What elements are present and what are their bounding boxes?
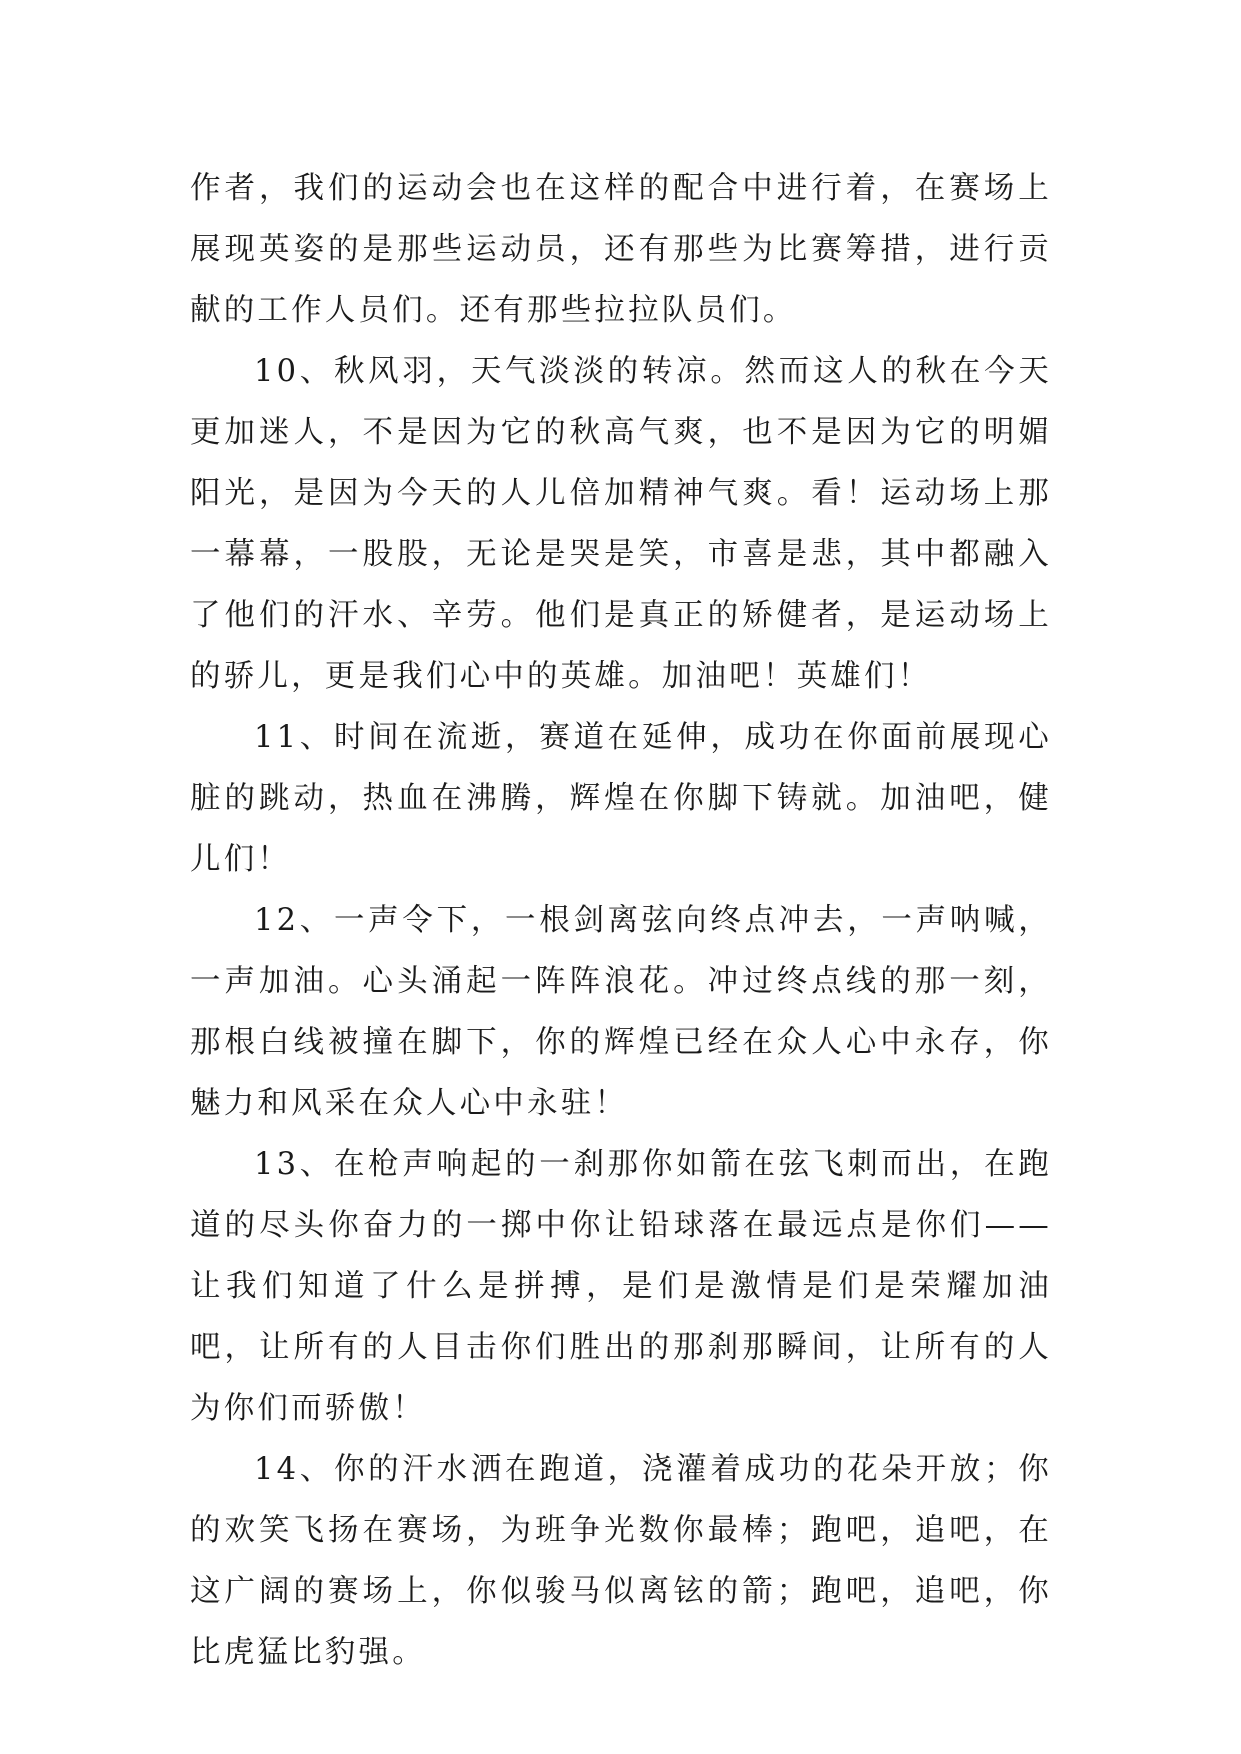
paragraph-12: 12、一声令下，一根剑离弦向终点冲去，一声呐喊，一声加油。心头涌起一阵阵浪花。冲过终点线的那一刻，那根白线被撞在脚下，你的辉煌已经在众人心中永存，你魅力和风采在众人心中永驻！ — [190, 903, 1052, 1121]
paragraph-11: 11、时间在流逝，赛道在延伸，成功在你面前展现心脏的跳动，热血在沸腾，辉煌在你脚下铸就。加油吧，健儿们！ — [190, 720, 1052, 877]
paragraph-14: 14、你的汗水洒在跑道，浇灌着成功的花朵开放；你的欢笑飞扬在赛场，为班争光数你最棒；跑吧，追吧，在这广阔的赛场上，你似骏马似离铉的箭；跑吧，追吧，你比虎猛比豹强。 — [190, 1452, 1052, 1670]
paragraph-13: 13、在枪声响起的一刹那你如箭在弦飞刺而出，在跑道的尽头你奋力的一掷中你让铅球落在最远点是你们——让我们知道了什么是拼搏，是们是激情是们是荣耀加油吧，让所有的人目击你们胜出的那刹那瞬间，让所有的人为你们而骄傲！ — [190, 1147, 1052, 1426]
paragraph-10: 10、秋风羽，天气淡淡的转凉。然而这人的秋在今天更加迷人，不是因为它的秋高气爽，也不是因为它的明媚阳光，是因为今天的人儿倍加精神气爽。看！运动场上那一幕幕，一股股，无论是哭是笑，市喜是悲，其中都融入了他们的汗水、辛劳。他们是真正的矫健者，是运动场上的骄儿，更是我们心中的英雄。加油吧！英雄们！ — [190, 354, 1052, 694]
paragraph-continuation: 作者，我们的运动会也在这样的配合中进行着，在赛场上展现英姿的是那些运动员，还有那些为比赛筹措，进行贡献的工作人员们。还有那些拉拉队员们。 — [190, 171, 1052, 328]
document-body — [190, 158, 1052, 1683]
